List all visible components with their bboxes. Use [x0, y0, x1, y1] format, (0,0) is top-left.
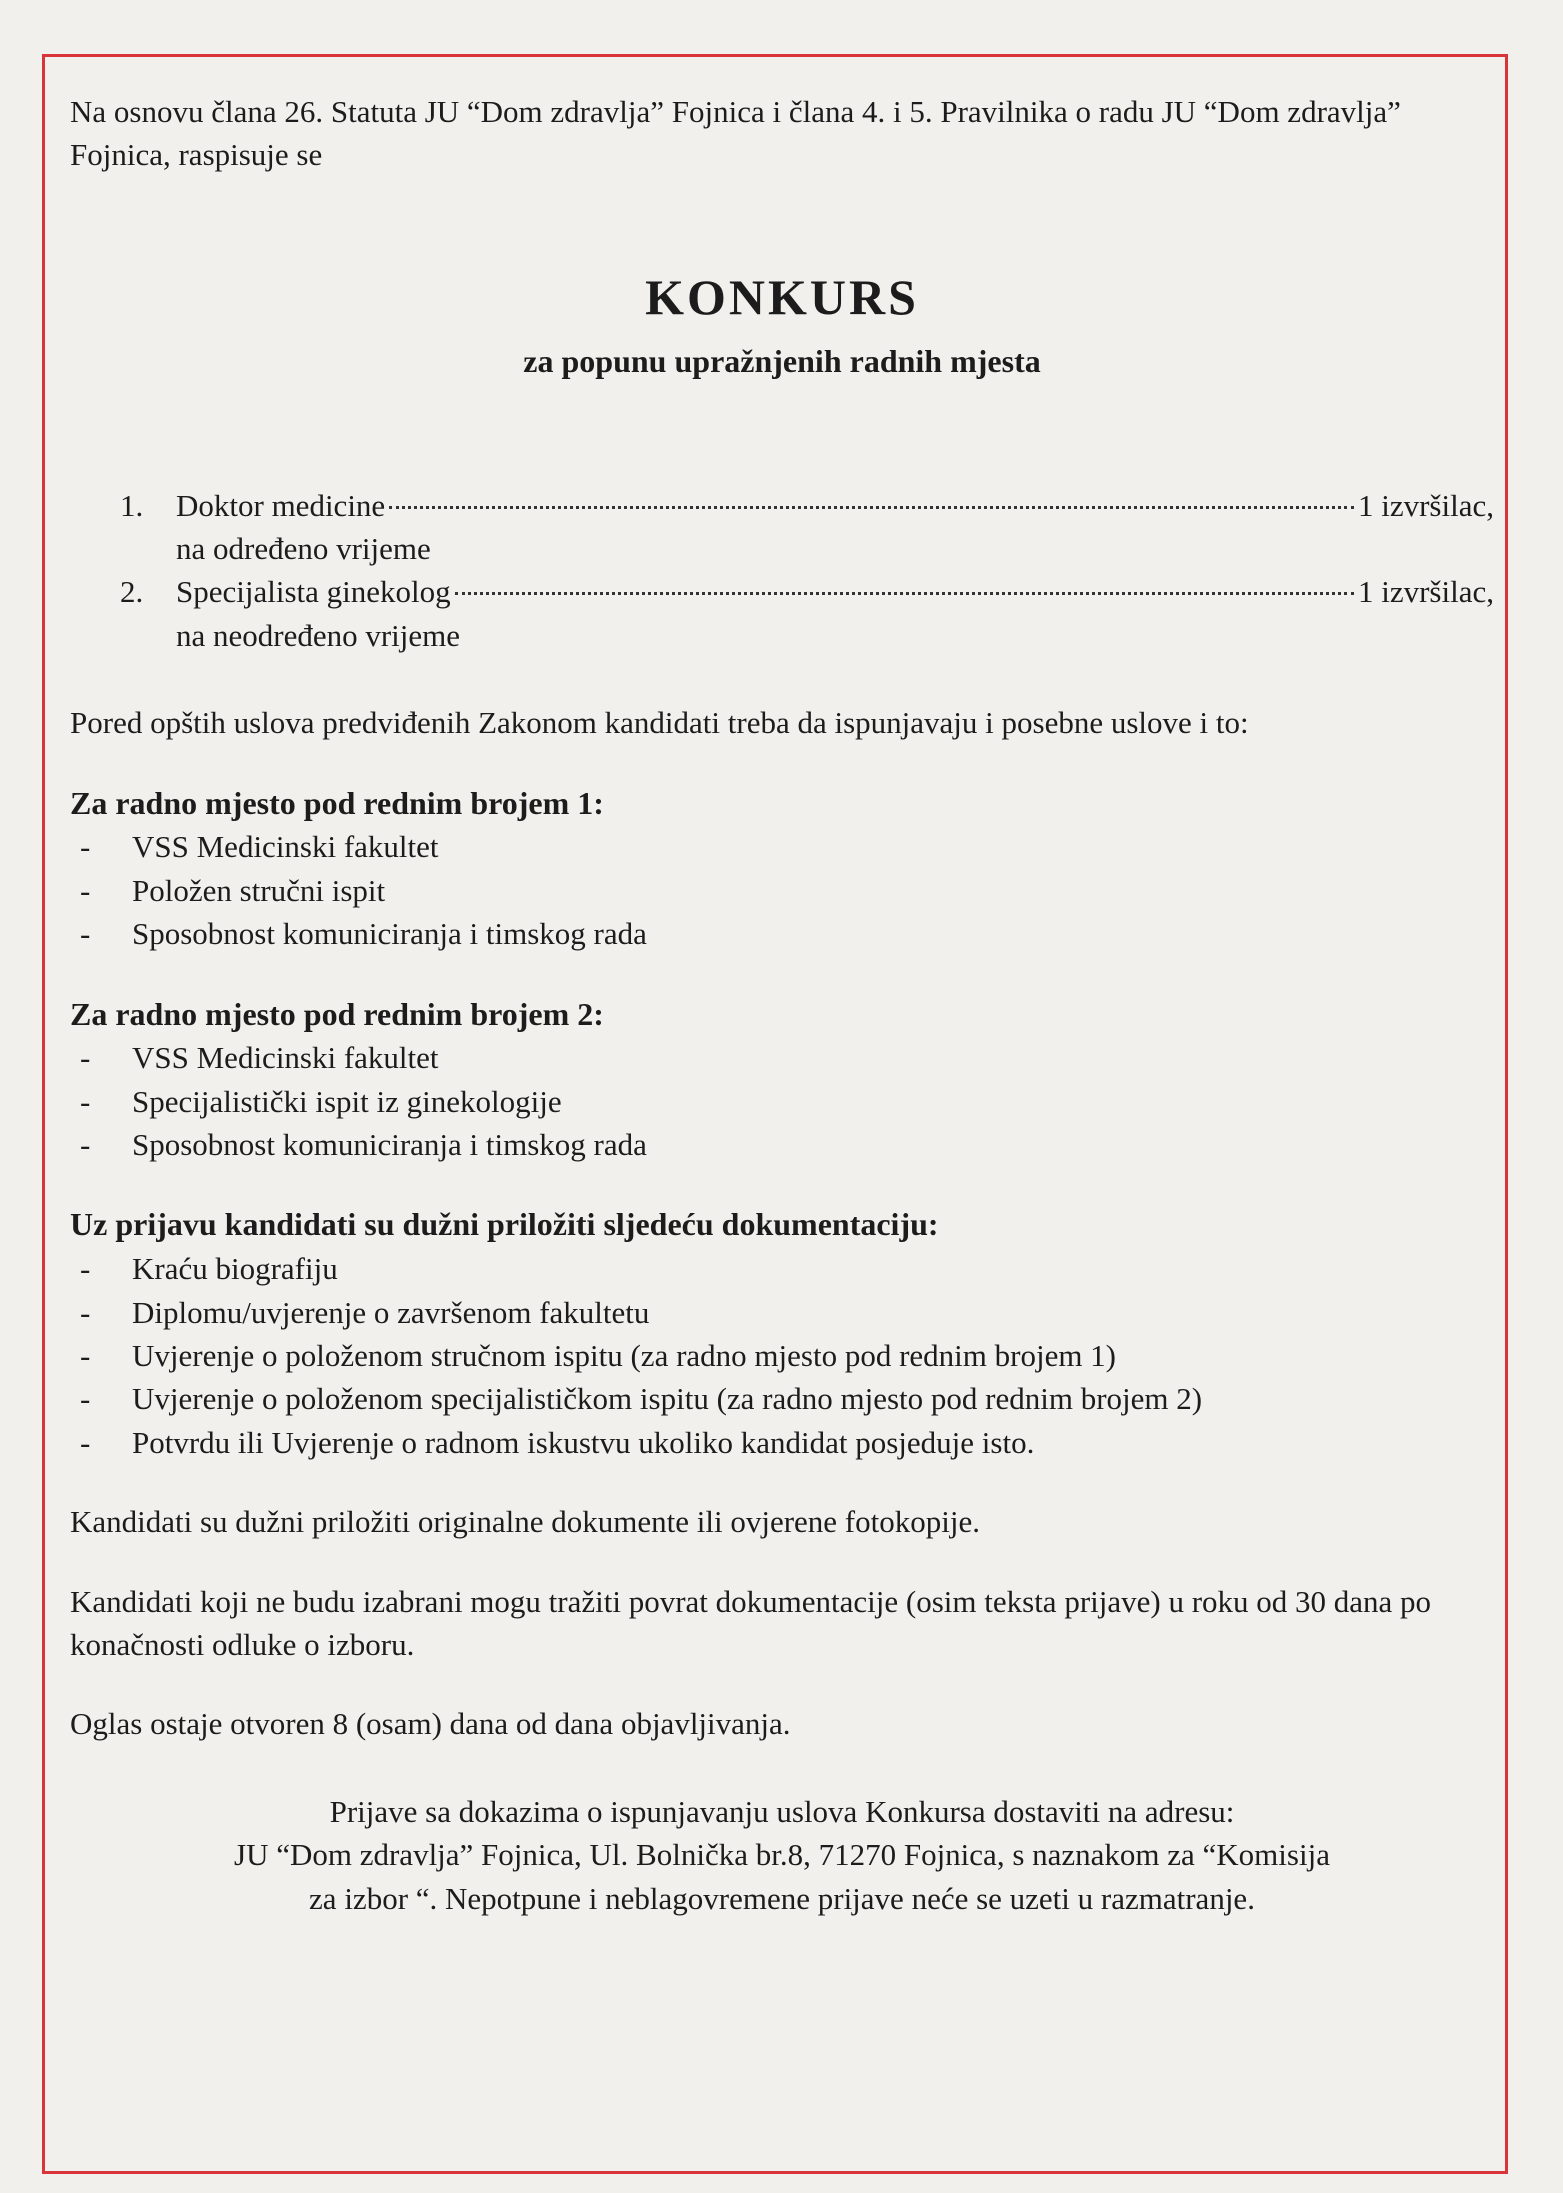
position-term: na određeno vrijeme [176, 530, 431, 566]
general-conditions: Pored opštih uslova predviđenih Zakonom kandidati treba da ispunjavaju i posebne uslove i to: [70, 705, 1249, 741]
section3-list [70, 1247, 1494, 1464]
list-item [70, 825, 1494, 868]
list-item [70, 1036, 1494, 1079]
section2-heading: Za radno mjesto pod rednim brojem 2: [70, 995, 604, 1032]
position-name: Doktor medicine [176, 487, 386, 523]
list-item-text: Uvjerenje o položenom stručnom ispitu (za radno mjesto pod rednim brojem 1) [132, 1338, 1117, 1374]
page-subtitle: za popunu upražnjenih radnih mjesta [523, 342, 1041, 379]
list-dash: - [80, 1040, 91, 1076]
position-term: na neodređeno vrijeme [176, 617, 461, 653]
address-line-2: JU “Dom zdravlja” Fojnica, Ul. Bolnička br.8, 71270 Fojnica, s naznakom za “Komisija [234, 1837, 1330, 1873]
list-item [70, 869, 1494, 912]
section1-heading: Za radno mjesto pod rednim brojem 1: [70, 784, 604, 821]
list-dash: - [80, 916, 91, 952]
position-2 [70, 570, 1494, 613]
list-item-text: Kraću biografiju [132, 1251, 338, 1287]
section1-list [70, 825, 1494, 955]
position-name: Specijalista ginekolog [176, 574, 451, 610]
address-block [70, 1790, 1494, 1920]
section3-heading: Uz prijavu kandidati su dužni priložiti sljedeću dokumentaciju: [70, 1206, 939, 1243]
list-dash: - [80, 1083, 91, 1119]
address-line-3: za izbor “. Nepotpune i neblagovremene prijave neće se uzeti u razmatranje. [309, 1880, 1255, 1916]
list-item [70, 1080, 1494, 1123]
list-item-text: VSS Medicinski fakultet [132, 829, 439, 865]
list-item-text: Specijalistički ispit iz ginekologije [132, 1083, 562, 1119]
list-item-text: Potvrdu ili Uvjerenje o radnom iskustvu ukoliko kandidat posjeduje isto. [132, 1424, 1035, 1460]
position-1 [70, 484, 1494, 527]
list-item [70, 1291, 1494, 1334]
list-dash: - [80, 1127, 91, 1163]
list-item [70, 1247, 1494, 1290]
announcement [70, 90, 1494, 1920]
list-dash: - [80, 1251, 91, 1287]
list-item [70, 912, 1494, 955]
list-dash: - [80, 1424, 91, 1460]
list-item [70, 1421, 1494, 1464]
dot-leader [389, 506, 1354, 509]
list-item [70, 1377, 1494, 1420]
list-item-text: Diplomu/uvjerenje o završenom fakultetu [132, 1294, 650, 1330]
list-item-text: Sposobnost komuniciranja i timskog rada [132, 916, 647, 952]
address-line-1: Prijave sa dokazima o ispunjavanju uslova Konkursa dostaviti na adresu: [329, 1793, 1235, 1829]
list-item [70, 1334, 1494, 1377]
list-dash: - [80, 1338, 91, 1374]
return-docs-paragraph: Kandidati koji ne budu izabrani mogu tražiti povrat dokumentacije (osim teksta prijave) u roku od 30 dana po konačnosti odluke o izboru. [70, 1583, 1432, 1662]
section2-list [70, 1036, 1494, 1166]
list-dash: - [80, 829, 91, 865]
position-count: 1 izvršilac, [1357, 574, 1494, 610]
open-period-paragraph: Oglas ostaje otvoren 8 (osam) dana od dana objavljivanja. [70, 1706, 791, 1742]
dot-leader [455, 592, 1354, 595]
list-item [70, 1123, 1494, 1166]
list-dash: - [80, 1381, 91, 1417]
position-number: 1. [120, 487, 144, 523]
list-dash: - [80, 1294, 91, 1330]
intro-paragraph: Na osnovu člana 26. Statuta JU “Dom zdravlja” Fojnica i člana 4. i 5. Pravilnika o radu JU “Dom zdravlja” Fojnica, raspisuje se [70, 94, 1401, 173]
list-item-text: Položen stručni ispit [132, 872, 386, 908]
position-number: 2. [120, 574, 144, 610]
list-item-text: Uvjerenje o položenom specijalističkom ispitu (za radno mjesto pod rednim brojem 2) [132, 1381, 1203, 1417]
list-dash: - [80, 872, 91, 908]
position-count: 1 izvršilac, [1357, 487, 1494, 523]
list-item-text: Sposobnost komuniciranja i timskog rada [132, 1127, 647, 1163]
originals-paragraph: Kandidati su dužni priložiti originalne dokumente ili ovjerene fotokopije. [70, 1504, 980, 1540]
list-item-text: VSS Medicinski fakultet [132, 1040, 439, 1076]
positions-list [70, 484, 1494, 658]
page-title: KONKURS [645, 268, 919, 325]
